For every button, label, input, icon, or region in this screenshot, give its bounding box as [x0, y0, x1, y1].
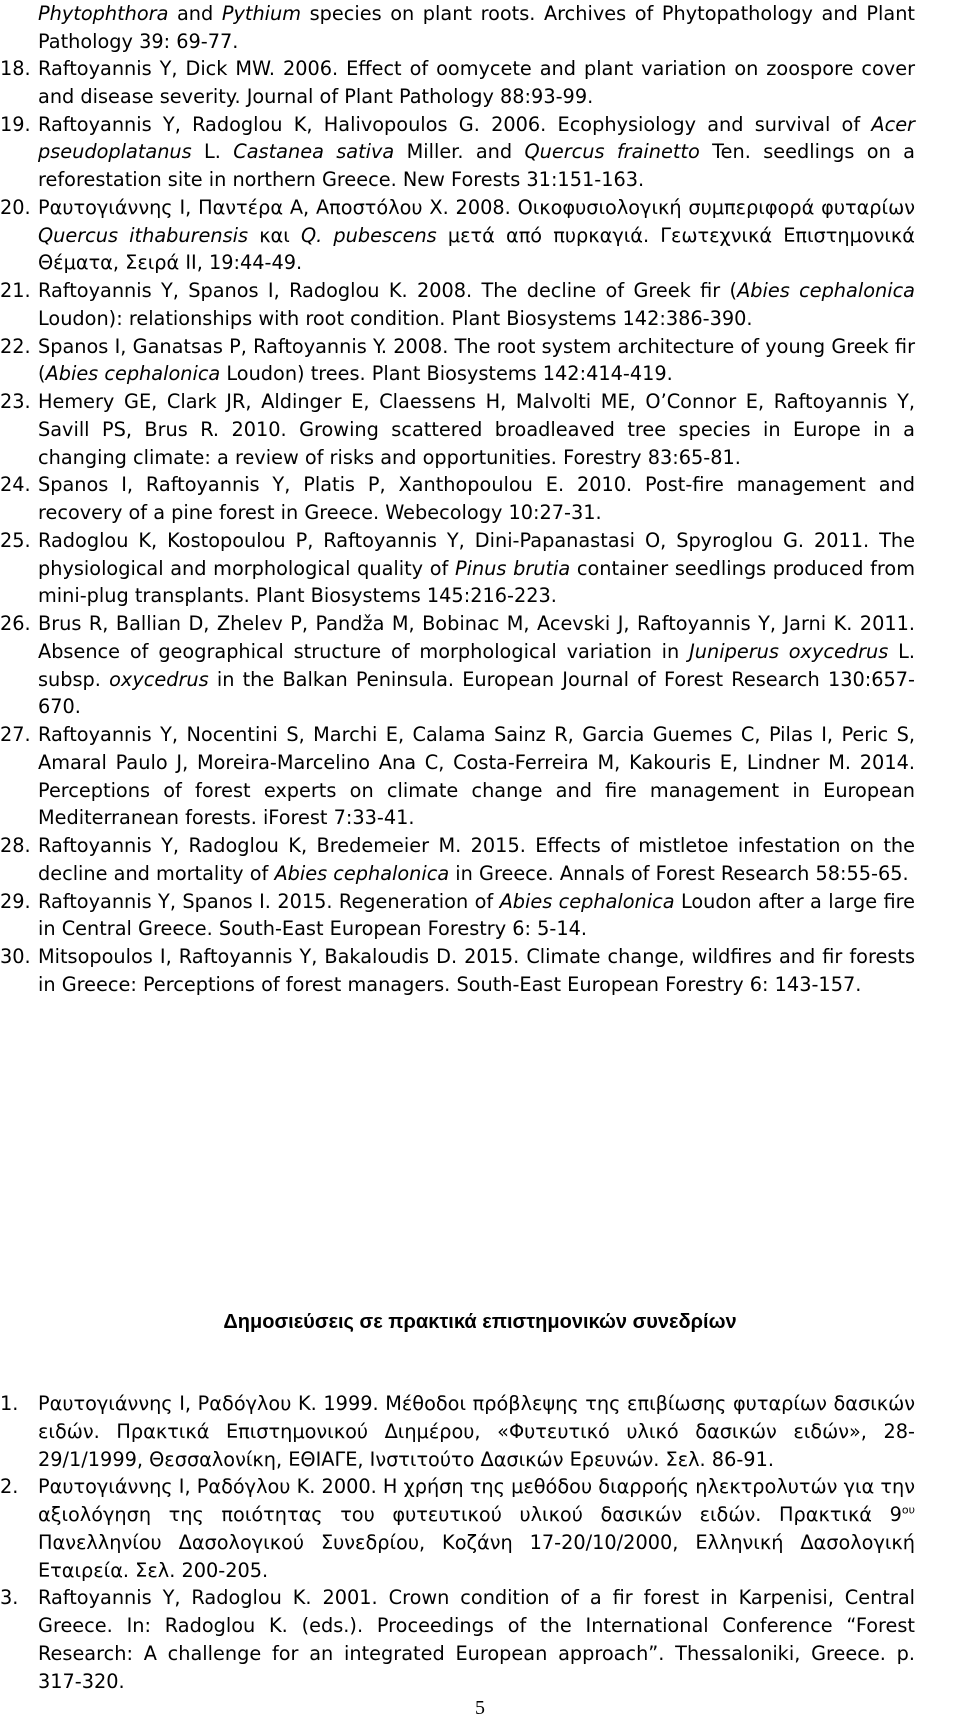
italic-text: Castanea sativa — [233, 140, 395, 164]
reference-entry — [0, 832, 915, 888]
text-run: Ραυτογιάννης Ι, Παντέρα Α, Αποστόλου Χ. 2008. Οικοφυσιολογική συμπεριφορά φυταρίων — [38, 195, 915, 219]
italic-text: Abies cephalonica — [274, 861, 450, 885]
text-run: μετά από πυρκαγιά. Γεωτεχνικά Επιστημονικά Θέματα, Σειρά ΙΙ, 19:44-49. — [38, 223, 915, 275]
journal-reference-list — [0, 55, 916, 999]
text-run: Spanos I, Ganatsas P, Raftoyannis Y. 2008. The root system architecture of young Greek fir ( — [38, 334, 915, 386]
text-run: Raftoyannis Y, Spanos I, Radoglou K. 2008. The decline of Greek fir ( — [38, 279, 738, 302]
reference-entry — [0, 943, 915, 999]
text-run: Loudon) trees. Plant Biosystems 142:414-419. — [220, 362, 673, 386]
italic-text: Pythium — [221, 2, 302, 25]
reference-number: 2. — [0, 1475, 19, 1499]
text-run: Ραυτογιάννης Ι, Ραδόγλου Κ. 1999. Μέθοδοι πρόβλεψης της επιβίωσης φυταρίων δασικών ειδών. Πρακτικά Επιστημονικού Διημέρου, «Φυτευτικό υλικό δασικών ειδών», 28-29/1/1999, Θεσσαλονίκη, ΕΘΙΑΓΕ, Ινστιτούτο Δασικών Ερευνών. Σελ. 86-91. — [38, 1392, 915, 1471]
reference-entry — [0, 721, 915, 832]
reference-text — [38, 610, 915, 721]
reference-number: 18. — [0, 57, 31, 80]
reference-number: 19. — [0, 112, 31, 136]
reference-text — [38, 55, 915, 111]
text-run: and — [168, 2, 222, 25]
reference-entry — [0, 111, 915, 194]
text-run: και — [248, 223, 301, 247]
reference-entry — [0, 610, 916, 721]
text-run: Mitsopoulos I, Raftoyannis Y, Bakaloudis D. 2015. Climate change, wildfires and fir forests in Greece: Perceptions of forest managers. South-East European Forestry 6: 143-157. — [38, 945, 915, 996]
reference-number: 1. — [0, 1392, 19, 1415]
text-run: container seedlings produced from mini-plug transplants. Plant Biosystems 145:216-223. — [38, 556, 915, 608]
reference-entry — [0, 55, 915, 111]
text-run: species on plant roots. Archives of Phytopathology and Plant Pathology 39: 69-77. — [38, 2, 915, 53]
reference-number: 3. — [0, 1586, 19, 1610]
reference-text — [38, 721, 915, 832]
italic-text: Acer pseudoplatanus — [38, 112, 915, 164]
reference-number: 30. — [0, 945, 31, 968]
reference-number: 23. — [0, 390, 31, 413]
reference-entry — [0, 388, 915, 471]
italic-text: Abies cephalonica — [737, 279, 915, 302]
reference-number: 26. — [0, 612, 31, 635]
reference-entry — [0, 471, 915, 527]
section-heading: Δημοσιεύσεις σε πρακτικά επιστημονικών συνεδρίων — [223, 1311, 737, 1333]
reference-entry — [0, 1584, 915, 1695]
reference-text — [38, 388, 915, 471]
reference-text — [38, 277, 915, 333]
italic-text: Q. pubescens — [300, 223, 437, 247]
text-run: Raftoyannis Y, Spanos I. 2015. Regeneration of — [38, 889, 500, 913]
text-run: Brus R, Ballian D, Zhelev P, Pandža M, Bobinac M, Acevski J, Raftoyannis Y, Jarni K. 2011. Absence of geographical structure of morphological variation in — [38, 612, 915, 663]
reference-text — [38, 943, 915, 999]
reference-number: 28. — [0, 834, 31, 857]
text-run: Radoglou K, Kostopoulou P, Raftoyannis Y, Dini-Papanastasi O, Spyroglou G. 2011. The physiological and morphological quality of — [38, 528, 915, 580]
reference-text — [38, 333, 915, 389]
text-run: Loudon): relationships with root condition. Plant Biosystems 142:386-390. — [38, 306, 753, 330]
reference-text — [38, 1473, 915, 1584]
text-run: L. — [191, 140, 234, 164]
italic-text: Abies cephalonica — [45, 362, 221, 386]
text-run: Miller. and — [394, 140, 525, 164]
reference-number: 22. — [0, 334, 31, 358]
italic-text: oxycedrus — [109, 667, 209, 691]
reference-number: 25. — [0, 528, 31, 552]
text-run: Raftoyannis Y, Radoglou K. 2001. Crown condition of a fir forest in Karpenisi, Central Greece. In: Radoglou K. (eds.). Proceedings of the International Conference “Forest Research: A challenge for an integrated European approach”. Thessaloniki, Greece. p. 317-320. — [38, 1586, 915, 1693]
conference-reference-list — [0, 1390, 915, 1695]
superscript: ου — [901, 1503, 915, 1517]
italic-text: Phytophthora — [38, 2, 169, 25]
reference-text — [38, 0, 915, 56]
italic-text: Pinus brutia — [454, 556, 571, 580]
italic-text: Quercus frainetto — [524, 140, 700, 164]
text-run: Πανελληνίου Δασολογικού Συνεδρίου, Κοζάνη 17-20/10/2000, Ελληνική Δασολογική Εταιρεία. Σελ. 200-205. — [38, 1530, 915, 1582]
reference-number: 29. — [0, 889, 31, 913]
text-run: Loudon after a large fire in Central Greece. South-East European Forestry 6: 5-14. — [38, 889, 916, 941]
reference-entry — [0, 888, 916, 944]
reference-entry — [0, 333, 915, 389]
reference-entry — [0, 1473, 915, 1584]
italic-text: Quercus ithaburensis — [38, 223, 249, 247]
reference-entry — [0, 277, 915, 333]
text-run: Ten. seedlings on a reforestation site in northern Greece. New Forests 31:151-163. — [38, 140, 915, 191]
text-run: Hemery GE, Clark JR, Aldinger E, Claessens H, Malvolti ME, O’Connor E, Raftoyannis Y, Savill PS, Brus R. 2010. Growing scattered broadleaved tree species in Europe in a changing climate: a review of risks and opportunities. Forestry 83:65-81. — [38, 390, 915, 469]
reference-text — [38, 1390, 915, 1473]
reference-text — [38, 527, 915, 610]
reference-text — [38, 832, 915, 888]
italic-text: Juniperus oxycedrus — [689, 639, 889, 663]
text-run: Raftoyannis Y, Radoglou K, Bredemeier M. 2015. Effects of mistletoe infestation on the decline and mortality of — [38, 834, 915, 885]
text-run: in Greece. Annals of Forest Research 58:55-65. — [449, 861, 909, 885]
reference-text — [38, 888, 915, 944]
reference-text — [38, 194, 915, 277]
reference-text — [38, 111, 915, 194]
reference-entry — [0, 194, 915, 277]
text-run: Raftoyannis Y, Nocentini S, Marchi E, Calama Sainz R, Garcia Guemes C, Pilas I, Peric S, Amaral Paulo J, Moreira-Marcelino Ana C, Costa-Ferreira M, Kakouris E, Lindner M. 2014. Perceptions of forest experts on climate change and fire management in European Mediterranean forests. iForest 7:33-41. — [38, 723, 915, 830]
reference-number: 27. — [0, 723, 31, 746]
text-run: Spanos I, Raftoyannis Y, Platis P, Xanthopoulou E. 2010. Post-fire management and recovery of a pine forest in Greece. Webecology 10:27-31. — [38, 473, 915, 524]
text-run: Ραυτογιάννης Ι, Ραδόγλου Κ. 2000. Η χρήση της μεθόδου διαρροής ηλεκτρολυτών για την αξιολόγηση της ποιότητας του φυτευτικού υλικού δασικών ειδών. Πρακτικά 9 — [38, 1475, 915, 1526]
reference-entry — [0, 527, 915, 610]
italic-text: Abies cephalonica — [499, 889, 675, 913]
text-run: Raftoyannis Y, Radoglou K, Halivopoulos G. 2006. Ecophysiology and survival of — [38, 112, 872, 136]
reference-number: 21. — [0, 279, 31, 302]
reference-number: 20. — [0, 195, 31, 219]
page-number: 5 — [475, 1697, 485, 1719]
text-run: Raftoyannis Y, Dick MW. 2006. Effect of oomycete and plant variation on zoospore cover and disease severity. Journal of Plant Pathology 88:93-99. — [38, 57, 915, 108]
reference-text — [38, 471, 915, 527]
reference-text — [38, 1584, 915, 1695]
text-run: in the Balkan Peninsula. European Journal of Forest Research 130:657-670. — [38, 667, 915, 719]
reference-continuation — [38, 0, 915, 56]
reference-number: 24. — [0, 473, 31, 497]
reference-entry — [0, 1390, 915, 1473]
text-run: L. subsp. — [38, 639, 916, 691]
